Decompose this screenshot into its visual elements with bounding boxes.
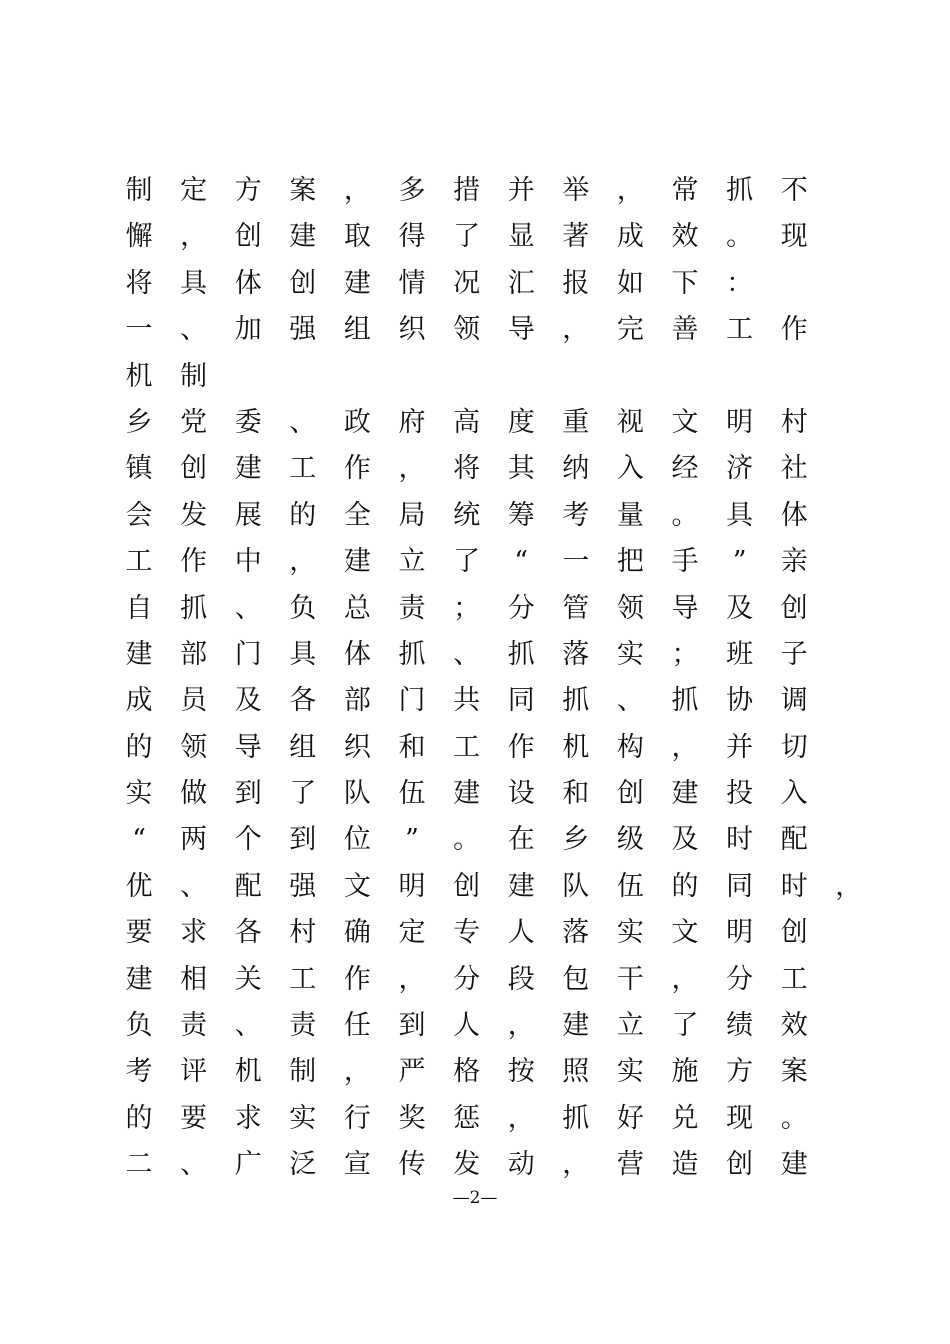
body-text [125, 168, 863, 1189]
section-heading-2: 二 、 广 泛 宣 传 发 动 ， 营 造 创 建 [125, 1149, 808, 1181]
text-line: 会 发 展 的 全 局 统 筹 考 量 。 具 体 [125, 499, 808, 531]
text-line: 考 评 机 制 ， 严 格 按 照 实 施 方 案 [125, 1056, 808, 1088]
text-line: “ 两 个 到 位 ” 。 在 乡 级 及 时 配 [132, 824, 808, 856]
text-line: 工 作 中 ， 建 立 了 “ 一 把 手 ” 亲 [125, 546, 808, 578]
text-line: 制 定 方 案 ， 多 措 并 举 ， 常 抓 不 [125, 175, 808, 206]
text-line: 建 相 关 工 作 ， 分 段 包 干 ， 分 工 [125, 963, 808, 995]
text-line: 的 领 导 组 织 和 工 作 机 构 ， 并 切 [125, 731, 808, 763]
section-heading-1-cont: 机 制 [125, 360, 208, 392]
section-heading-1: 一 、 加 强 组 织 领 导 ， 完 善 工 作 [125, 314, 808, 346]
text-line: 将 具 体 创 建 情 况 汇 报 如 下 ： [125, 267, 754, 299]
text-line: 的 要 求 实 行 奖 惩 ， 抓 好 兑 现 。 [125, 1102, 808, 1134]
text-line: 优 、 配 强 文 明 创 建 队 伍 的 同 时 ， [125, 870, 863, 902]
text-line: 懈 ， 创 建 取 得 了 显 著 成 效 。 现 [125, 221, 808, 253]
text-line: 自 抓 、 负 总 责 ； 分 管 领 导 及 创 [125, 592, 808, 624]
text-line: 成 员 及 各 部 门 共 同 抓 、 抓 协 调 [125, 685, 808, 717]
text-line: 乡 党 委 、 政 府 高 度 重 视 文 明 村 [125, 406, 808, 438]
text-line: 实 做 到 了 队 伍 建 设 和 创 建 投 入 [125, 778, 808, 810]
text-line: 建 部 门 具 体 抓 、 抓 落 实 ； 班 子 [125, 638, 808, 670]
text-line: 要 求 各 村 确 定 专 人 落 实 文 明 创 [125, 917, 808, 949]
text-line: 镇 创 建 工 作 ， 将 其 纳 入 经 济 社 [125, 453, 808, 485]
page-number: —2— [452, 1188, 498, 1208]
text-line: 负 责 、 责 任 到 人 ， 建 立 了 绩 效 [125, 1010, 808, 1042]
